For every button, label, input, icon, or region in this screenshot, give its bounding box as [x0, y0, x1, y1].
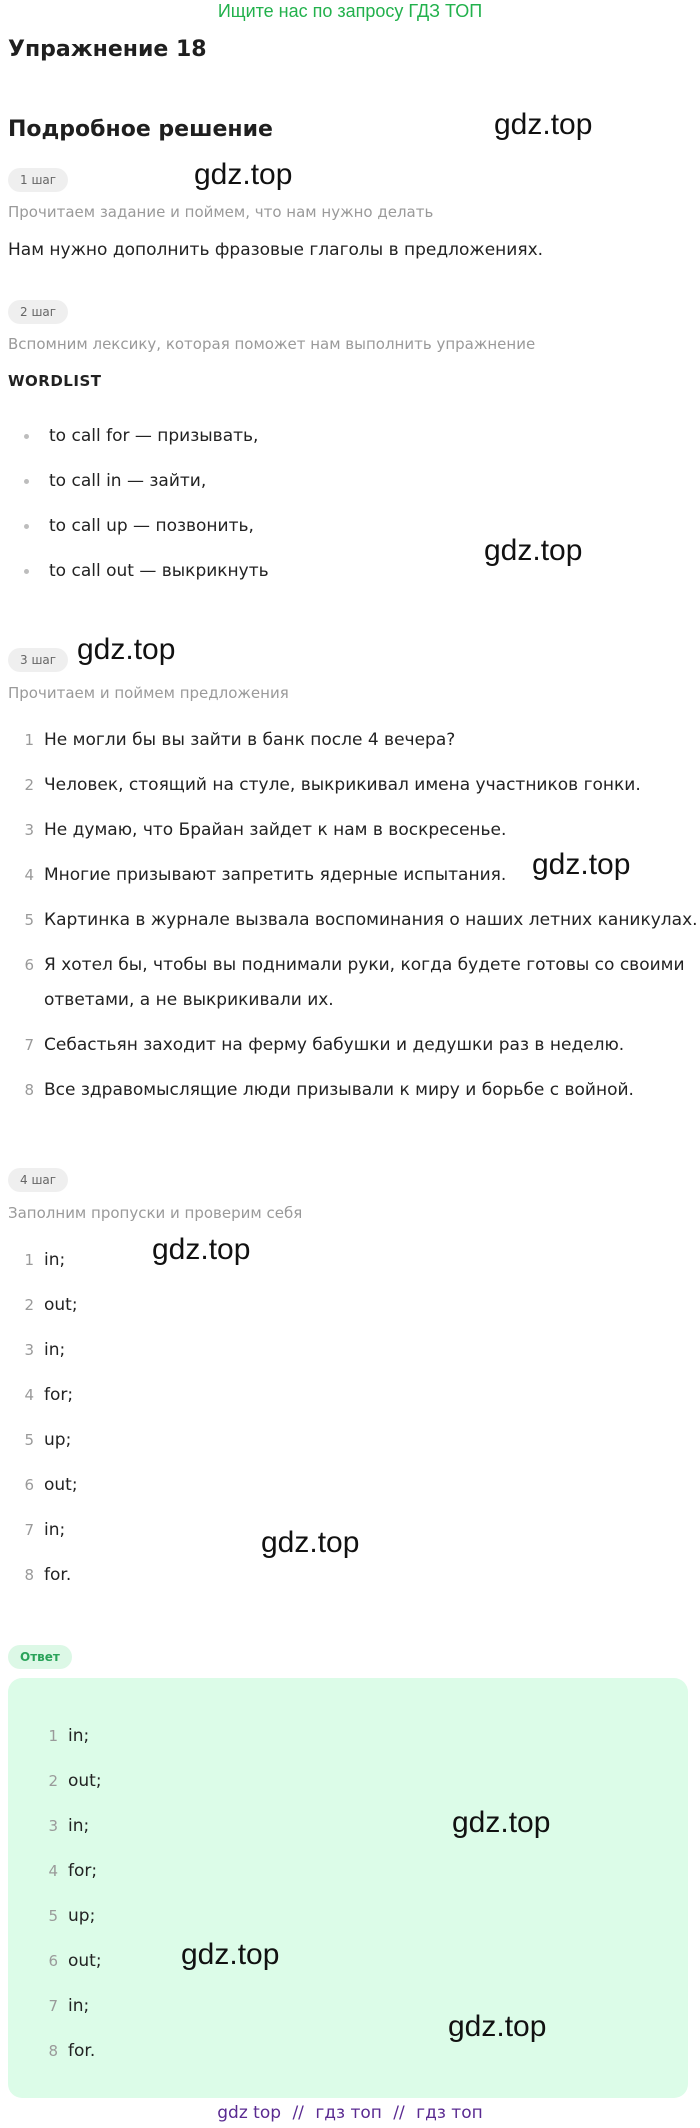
fill-answer-number: 7 [24, 1521, 34, 1539]
sentence-number: 3 [24, 821, 34, 839]
answer-number: 1 [48, 1727, 58, 1745]
fill-answer-number: 2 [24, 1296, 34, 1314]
fill-answer-text: in; [44, 1520, 66, 1540]
bullet-icon [24, 479, 29, 484]
bullet-icon [24, 434, 29, 439]
watermark: gdz.top [532, 848, 631, 881]
answer-number: 7 [48, 1997, 58, 2015]
answer-badge: Ответ [8, 1645, 72, 1669]
watermark: gdz.top [181, 1938, 280, 1971]
step-3-badge: 3 шаг [8, 648, 68, 672]
sentence-number: 2 [24, 776, 34, 794]
fill-answer-text: in; [44, 1250, 66, 1270]
answer-text: for. [68, 2041, 96, 2061]
answer-number: 5 [48, 1907, 58, 1925]
sentence-text: Себастьян заходит на ферму бабушки и дедушки раз в неделю. [44, 1035, 625, 1055]
sentence-text: Я хотел бы, чтобы вы поднимали руки, когда будете готовы со своими [44, 955, 685, 975]
sentence-text: Картинка в журнале вызвала воспоминания о наших летних каникулах. [44, 910, 698, 930]
step-4-hint: Заполним пропуски и проверим себя [8, 1204, 303, 1222]
watermark: gdz.top [448, 2010, 547, 2043]
wordlist-item-text: to call out — выкрикнуть [49, 561, 269, 581]
step-1-badge: 1 шаг [8, 168, 68, 192]
search-banner: Ищите нас по запросу ГДЗ ТОП [217, 1, 483, 21]
watermark: gdz.top [261, 1526, 360, 1559]
step-2-hint: Вспомним лексику, которая поможет нам выполнить упражнение [8, 335, 536, 353]
fill-answer-number: 1 [24, 1251, 34, 1269]
answer-box [8, 1678, 688, 2098]
sentence-text: Многие призывают запретить ядерные испытания. [44, 865, 507, 885]
fill-answer-number: 4 [24, 1386, 34, 1404]
answer-number: 6 [48, 1952, 58, 1970]
step-1-hint: Прочитаем задание и поймем, что нам нужно делать [8, 203, 434, 221]
watermark: gdz.top [194, 158, 293, 191]
fill-answer-text: for; [44, 1385, 74, 1405]
sentence-text: Не думаю, что Брайан зайдет к нам в воскресенье. [44, 820, 507, 840]
step-2-badge: 2 шаг [8, 300, 68, 324]
answer-number: 8 [48, 2042, 58, 2060]
bullet-icon [24, 524, 29, 529]
step-4-badge: 4 шаг [8, 1168, 68, 1192]
footer-separator: // [292, 2103, 304, 2123]
wordlist-title: WORDLIST [8, 372, 102, 390]
footer-link[interactable]: gdz top [217, 2103, 282, 2123]
sentence-number: 7 [24, 1036, 34, 1054]
answer-text: out; [68, 1771, 102, 1791]
watermark: gdz.top [484, 534, 583, 567]
answer-number: 3 [48, 1817, 58, 1835]
sentence-text: Человек, стоящий на стуле, выкрикивал имена участников гонки. [44, 775, 641, 795]
sentence-text: ответами, а не выкрикивали их. [44, 990, 334, 1010]
footer-separator: // [393, 2103, 405, 2123]
fill-answer-text: in; [44, 1340, 66, 1360]
wordlist-item-text: to call in — зайти, [49, 471, 207, 491]
fill-answer-text: out; [44, 1295, 78, 1315]
answer-number: 2 [48, 1772, 58, 1790]
answer-text: up; [68, 1906, 96, 1926]
step-3-hint: Прочитаем и поймем предложения [8, 684, 289, 702]
watermark: gdz.top [452, 1806, 551, 1839]
fill-answer-text: up; [44, 1430, 72, 1450]
fill-answer-number: 8 [24, 1566, 34, 1584]
answer-text: for; [68, 1861, 98, 1881]
sentence-number: 6 [24, 956, 34, 974]
sentence-number: 5 [24, 911, 34, 929]
watermark: gdz.top [494, 108, 593, 141]
fill-answer-text: for. [44, 1565, 72, 1585]
sentence-text: Не могли бы вы зайти в банк после 4 вечера? [44, 730, 456, 750]
fill-answer-number: 3 [24, 1341, 34, 1359]
section-title: Подробное решение [8, 117, 273, 142]
footer-links [0, 2100, 700, 2126]
wordlist-item-text: to call for — призывать, [49, 426, 259, 446]
sentence-number: 4 [24, 866, 34, 884]
bullet-icon [24, 569, 29, 574]
watermark: gdz.top [152, 1233, 251, 1266]
answer-text: in; [68, 1816, 90, 1836]
sentence-number: 8 [24, 1081, 34, 1099]
fill-answer-text: out; [44, 1475, 78, 1495]
answer-text: in; [68, 1996, 90, 2016]
answer-text: out; [68, 1951, 102, 1971]
footer-link[interactable]: гдз топ [416, 2103, 483, 2123]
fill-answer-number: 5 [24, 1431, 34, 1449]
footer-link[interactable]: гдз топ [315, 2103, 382, 2123]
step-1-text: Нам нужно дополнить фразовые глаголы в предложениях. [8, 240, 544, 260]
answer-number: 4 [48, 1862, 58, 1880]
fill-answer-number: 6 [24, 1476, 34, 1494]
sentence-number: 1 [24, 731, 34, 749]
answer-text: in; [68, 1726, 90, 1746]
sentence-text: Все здравомыслящие люди призывали к миру и борьбе с войной. [44, 1080, 634, 1100]
page-title: Упражнение 18 [8, 37, 207, 62]
wordlist-item-text: to call up — позвонить, [49, 516, 254, 536]
watermark: gdz.top [77, 633, 176, 666]
